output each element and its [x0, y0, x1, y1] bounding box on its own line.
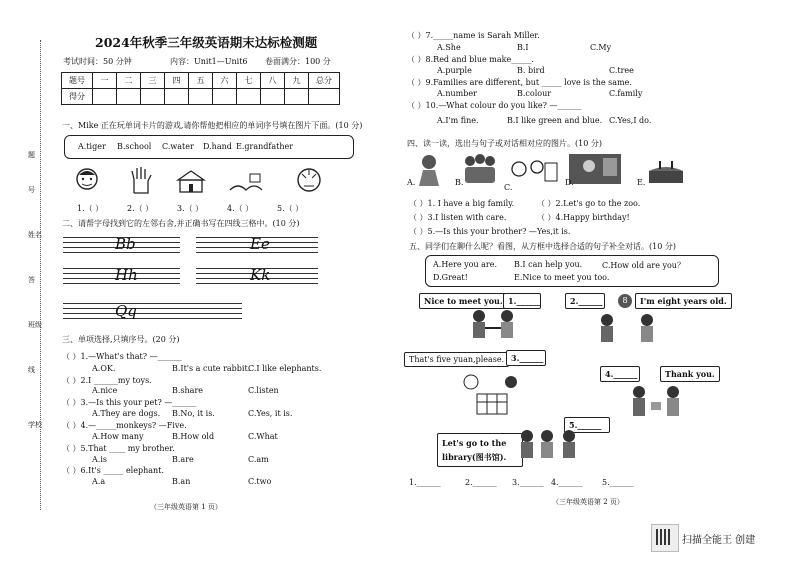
- pic-label: B.: [455, 178, 464, 187]
- score-header-cell: 二: [117, 73, 141, 89]
- option[interactable]: B.I like green and blue.: [507, 116, 603, 125]
- pic-label: E.: [637, 178, 646, 187]
- kids-talking-icon: [593, 312, 663, 348]
- margin-label: 答: [28, 276, 35, 284]
- pic-label: D.: [565, 178, 574, 187]
- girl-listening-icon: [415, 152, 443, 186]
- speech-bubble: That's five yuan,please.: [404, 352, 509, 367]
- question: （ ）7._____name is Sarah Miller.: [407, 31, 540, 40]
- family-icon: [462, 153, 498, 185]
- margin-label: 线: [28, 366, 35, 374]
- qr-logo-icon: [651, 524, 679, 552]
- birthday-cake-icon: [643, 155, 689, 187]
- option[interactable]: C.I like elephants.: [248, 364, 322, 373]
- kids-walking-icon: [515, 428, 585, 464]
- score-header-cell: 八: [261, 73, 285, 89]
- option[interactable]: A.nice: [92, 386, 118, 395]
- score-header-cell: 四: [165, 73, 189, 89]
- speech-bubble-blank[interactable]: 5.______: [564, 417, 610, 433]
- option[interactable]: A.She: [437, 43, 461, 52]
- score-header-cell: 一: [93, 73, 117, 89]
- pic-label: C.: [504, 183, 513, 192]
- score-header-cell: 总分: [309, 73, 340, 89]
- exam-time: 考试时间：50 分钟: [63, 57, 132, 66]
- option[interactable]: C.family: [609, 89, 643, 98]
- match-item: （ ）5.—Is this your brother? —Yes,it is.: [409, 227, 571, 236]
- score-cell[interactable]: [309, 89, 340, 105]
- pic-blank[interactable]: 2.（ ）: [127, 204, 154, 213]
- word-option: E.grandfather: [236, 142, 294, 151]
- margin-label: 号: [28, 186, 35, 194]
- option[interactable]: B.an: [172, 477, 191, 486]
- speech-bubble-blank[interactable]: 1.______: [503, 293, 541, 309]
- margin-label: 题: [28, 151, 35, 159]
- binding-line: [40, 40, 41, 510]
- question: （ ）5.That ____ my brother.: [62, 444, 175, 453]
- section4-heading: 四、读一读，选出与句子或对话相对应的图片。(10 分): [407, 139, 602, 148]
- dialog-option: B.I can help you.: [514, 260, 583, 269]
- match-item: （ ）2.Let's go to the zoo.: [537, 199, 641, 208]
- score-cell[interactable]: [261, 89, 285, 105]
- speech-bubble: Nice to meet you.: [419, 293, 508, 309]
- option[interactable]: C.am: [248, 455, 269, 464]
- speech-bubble: I'm eight years old.: [635, 293, 732, 309]
- hand-icon: [128, 165, 154, 195]
- exam-title: 2024年秋季三年级英语期末达标检测题: [95, 35, 318, 50]
- exam-content: 内容：Unit1—Unit6: [170, 57, 248, 66]
- score-table: [61, 72, 340, 105]
- pic-blank[interactable]: 5.（ ）: [277, 204, 304, 213]
- right-page: [397, 0, 794, 561]
- speech-bubble: Let's go to the library(图书馆).: [437, 433, 523, 467]
- option[interactable]: A.purple: [437, 66, 472, 75]
- pic-blank[interactable]: 1.（ ）: [77, 204, 104, 213]
- option[interactable]: A.They are dogs.: [92, 409, 161, 418]
- option[interactable]: C.Yes,I do.: [609, 116, 652, 125]
- option[interactable]: B. bird: [517, 66, 545, 75]
- letter-pair: Bb: [115, 235, 136, 253]
- question: （ ）8.Red and blue make_____.: [407, 55, 534, 64]
- school-icon: [176, 168, 206, 194]
- word-option: B.school: [117, 142, 152, 151]
- word-option: C.water: [162, 142, 194, 151]
- option[interactable]: A.How many: [92, 432, 144, 441]
- question: （ ）9.Families are different, but _____ love is the same.: [407, 78, 632, 87]
- brother-photo-icon: [567, 152, 623, 186]
- option[interactable]: A.is: [92, 455, 107, 464]
- letter-pair: Hh: [115, 266, 138, 284]
- margin-label: 班级: [28, 321, 42, 329]
- option[interactable]: B.It's a cute rabbit.: [172, 364, 251, 373]
- score-cell[interactable]: [285, 89, 309, 105]
- zoo-icon: [509, 155, 559, 185]
- score-cell[interactable]: [213, 89, 237, 105]
- speech-bubble: Thank you.: [660, 366, 720, 382]
- option[interactable]: B.share: [172, 386, 204, 395]
- section1-heading: 一、Mike 正在玩单词卡片的游戏,请你帮他把相应的单词序号填在图片下面。(10 分): [62, 121, 363, 130]
- option[interactable]: C.What: [248, 432, 278, 441]
- kids-greeting-icon: [463, 308, 523, 348]
- option[interactable]: C.My: [590, 43, 612, 52]
- option[interactable]: A.I'm fine.: [437, 116, 479, 125]
- option[interactable]: B.are: [172, 455, 194, 464]
- dialog-option: A.Here you are.: [433, 260, 498, 269]
- answer-blank[interactable]: 3.______: [512, 478, 544, 487]
- water-icon: [228, 168, 268, 194]
- answer-blank[interactable]: 5.______: [602, 478, 634, 487]
- grandfather-icon: [72, 165, 102, 195]
- answer-blank[interactable]: 1.______: [409, 478, 441, 487]
- watermark-text: 扫描全能王 创建: [682, 535, 756, 546]
- option[interactable]: B.I: [517, 43, 529, 52]
- score-cell[interactable]: [165, 89, 189, 105]
- question: （ ）4.—_____monkeys? —Five.: [62, 421, 187, 430]
- dialog-option: C.How old are you？: [602, 261, 685, 270]
- age-badge: 8: [618, 294, 632, 308]
- letter-pair: Ee: [250, 235, 270, 253]
- pic-blank[interactable]: 3.（ ）: [177, 204, 204, 213]
- answer-blank[interactable]: 2.______: [465, 478, 497, 487]
- question: （ ）3.—Is this your pet? —______: [62, 398, 197, 407]
- dialog-option: E.Nice to meet you too.: [514, 273, 610, 282]
- tiger-icon: [294, 166, 324, 194]
- score-header-cell: 五: [189, 73, 213, 89]
- pic-label: A.: [407, 178, 416, 187]
- section5-heading: 五、同学们在聊什么呢？看图，从方框中选择合适的句子补全对话。(10 分): [409, 242, 676, 251]
- option[interactable]: B.No, it is.: [172, 409, 215, 418]
- score-row-label: 得分: [62, 89, 93, 105]
- word-option: D.hand: [203, 142, 232, 151]
- score-cell[interactable]: [141, 89, 165, 105]
- score-header-cell: 七: [237, 73, 261, 89]
- section2-heading: 二、请帮字母找到它的左邻右舍,并正确书写在四线三格中。(10 分): [62, 219, 300, 228]
- speech-bubble-blank[interactable]: 2.______: [565, 293, 605, 309]
- match-item: （ ）4.Happy birthday!: [537, 213, 630, 222]
- section3-heading: 三、单项选择,只填序号。(20 分): [62, 335, 180, 344]
- letter-pair: Qq: [115, 302, 137, 320]
- word-option: A.tiger: [78, 142, 106, 151]
- option[interactable]: C.listen: [248, 386, 279, 395]
- option[interactable]: B.How old: [172, 432, 215, 441]
- option[interactable]: A.OK.: [92, 364, 116, 373]
- match-item: （ ）3.I listen with care.: [409, 213, 507, 222]
- option[interactable]: C.tree: [609, 66, 634, 75]
- letter-pair: Kk: [250, 266, 271, 284]
- option[interactable]: B.colour: [517, 89, 552, 98]
- speech-bubble-blank[interactable]: 4.______: [600, 366, 640, 382]
- option[interactable]: C.two: [248, 477, 272, 486]
- page-footer: （三年级英语第 1 页）: [150, 503, 222, 511]
- score-cell[interactable]: [93, 89, 117, 105]
- answer-blank[interactable]: 4.______: [551, 478, 583, 487]
- score-header-cell: 六: [213, 73, 237, 89]
- score-cell[interactable]: [117, 89, 141, 105]
- margin-label: 姓名: [28, 231, 42, 239]
- score-header-cell: 题号: [62, 73, 93, 89]
- page-footer: （三年级英语第 2 页）: [552, 498, 624, 506]
- dialog-option: D.Great!: [433, 273, 468, 282]
- speech-bubble-blank[interactable]: 3.______: [506, 350, 546, 366]
- option[interactable]: A.a: [92, 477, 106, 486]
- score-cell[interactable]: [237, 89, 261, 105]
- question: （ ）10.—What colour do you like? —______: [407, 101, 582, 110]
- full-score: 卷面满分：100 分: [265, 57, 331, 66]
- match-item: （ ）1. I have a big family.: [409, 199, 515, 208]
- question: （ ）1.—What's that? —______: [62, 352, 182, 361]
- option[interactable]: A.number: [437, 89, 477, 98]
- shop-scene-icon: [457, 372, 523, 422]
- score-cell[interactable]: [189, 89, 213, 105]
- option[interactable]: C.Yes, it is.: [248, 409, 293, 418]
- kids-giving-icon: [627, 384, 687, 426]
- question: （ ）6.It's _____ elephant.: [62, 466, 164, 475]
- margin-label: 学校: [28, 421, 42, 429]
- score-header-cell: 九: [285, 73, 309, 89]
- score-header-cell: 三: [141, 73, 165, 89]
- question: （ ）2.I ______my toys.: [62, 376, 152, 385]
- pic-blank[interactable]: 4.（ ）: [227, 204, 254, 213]
